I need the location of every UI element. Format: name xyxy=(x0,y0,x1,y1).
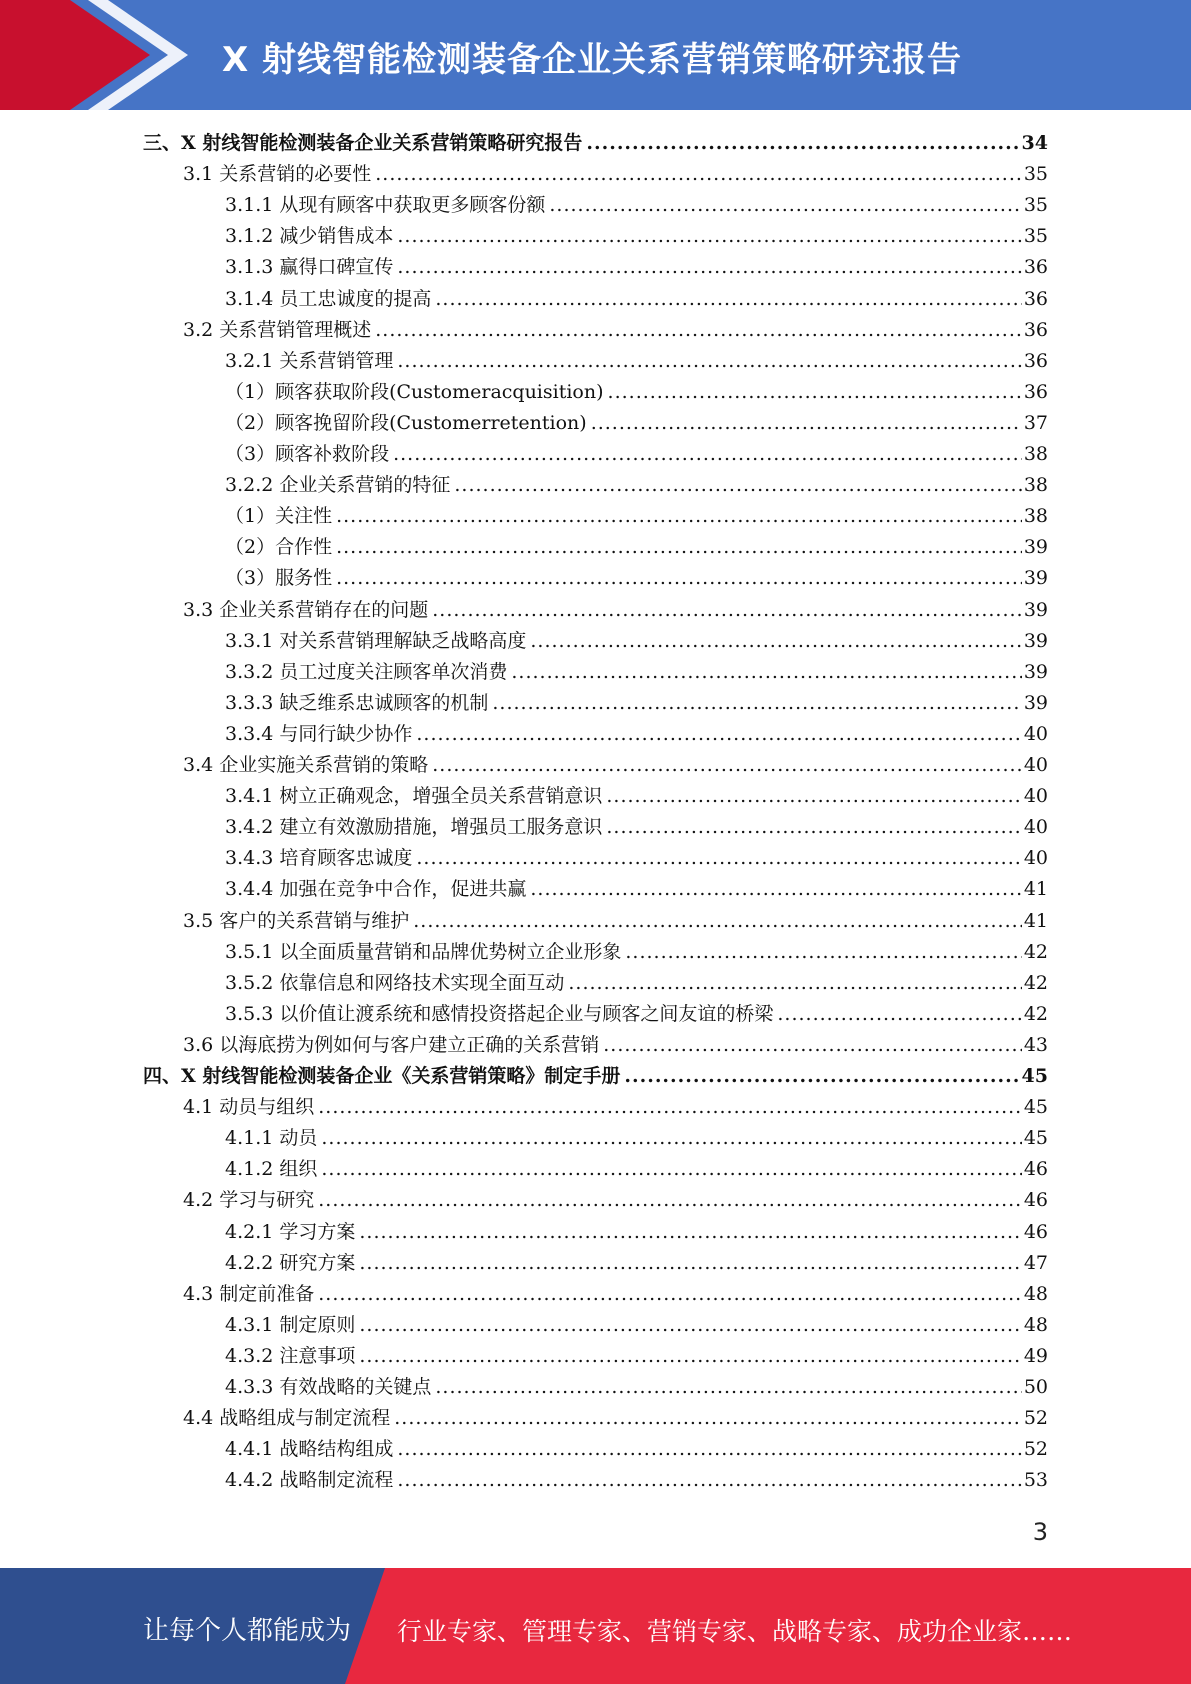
toc-entry-label: 4.2.1 学习方案 xyxy=(225,1220,356,1243)
toc-entry[interactable] xyxy=(225,657,1048,687)
toc-entry-label: 3.2 关系营销管理概述 xyxy=(183,318,372,341)
toc-entry-page: 38 xyxy=(1023,474,1048,497)
toc-entry[interactable] xyxy=(225,563,1048,593)
toc-entry[interactable] xyxy=(225,377,1048,407)
toc-entry-page: 40 xyxy=(1023,754,1048,776)
toc-entry-page: 48 xyxy=(1023,1313,1048,1336)
toc-entry-label: 4.1.2 组织 xyxy=(225,1158,318,1181)
toc-entry-label: 3.5.2 依靠信息和网络技术实现全面互动 xyxy=(225,971,565,994)
toc-entry[interactable] xyxy=(183,595,1048,625)
toc-entry-page: 40 xyxy=(1023,847,1048,870)
toc-entry[interactable] xyxy=(225,843,1048,873)
toc-entry-page: 35 xyxy=(1023,194,1048,217)
toc-entry-page: 46 xyxy=(1023,1158,1048,1181)
toc-dot-leader xyxy=(336,501,1022,531)
toc-entry[interactable] xyxy=(225,1123,1048,1153)
toc-entry-page: 34 xyxy=(1021,132,1048,154)
toc-entry-label: 4.2.2 研究方案 xyxy=(225,1251,356,1274)
toc-entry-label: 3.2.2 企业关系营销的特征 xyxy=(225,474,451,497)
toc-entry[interactable] xyxy=(143,1061,1048,1091)
toc-entry-label: 四、X 射线智能检测装备企业《关系营销策略》制定手册 xyxy=(143,1065,621,1087)
toc-entry-label: （1）顾客获取阶段(Customeracquisition) xyxy=(225,380,604,403)
toc-entry-label: 3.1.2 减少销售成本 xyxy=(225,225,394,248)
toc-dot-leader xyxy=(336,532,1022,562)
toc-entry-page: 38 xyxy=(1023,443,1048,465)
toc-entry[interactable] xyxy=(225,1310,1048,1340)
toc-entry-page: 46 xyxy=(1023,1189,1048,1212)
toc-entry[interactable] xyxy=(225,688,1048,718)
toc-dot-leader xyxy=(375,159,1022,189)
toc-dot-leader xyxy=(397,1434,1021,1464)
footer-slogan-left: 让每个人都能成为 xyxy=(143,1616,352,1646)
toc-entry-label: 3.1.4 员工忠诚度的提高 xyxy=(225,287,432,310)
toc-dot-leader xyxy=(397,346,1021,376)
toc-entry-page: 39 xyxy=(1023,691,1048,714)
toc-entry-page: 42 xyxy=(1023,1002,1048,1025)
toc-entry[interactable] xyxy=(225,812,1048,842)
toc-entry-page: 35 xyxy=(1023,225,1048,248)
toc-entry-label: （2）合作性 xyxy=(225,536,333,559)
toc-entry[interactable] xyxy=(225,1341,1048,1371)
toc-entry[interactable] xyxy=(225,221,1048,251)
toc-entry-page: 35 xyxy=(1023,163,1048,186)
toc-entry[interactable] xyxy=(225,1154,1048,1184)
page-number: 3 xyxy=(1032,1518,1048,1546)
toc-entry[interactable] xyxy=(183,159,1048,189)
toc-dot-leader xyxy=(416,843,1021,873)
toc-entry[interactable] xyxy=(225,1434,1048,1464)
toc-entry-label: 3.2.1 关系营销管理 xyxy=(225,349,394,372)
toc-entry-page: 41 xyxy=(1023,909,1048,932)
toc-entry-page: 37 xyxy=(1023,411,1048,434)
toc-entry-label: 4.3.3 有效战略的关键点 xyxy=(225,1376,432,1398)
toc-entry[interactable] xyxy=(183,1092,1048,1122)
toc-dot-leader xyxy=(432,595,1022,625)
toc-entry-page: 52 xyxy=(1023,1438,1048,1461)
toc-dot-leader xyxy=(492,688,1021,718)
toc-entry-label: （1）关注性 xyxy=(225,505,333,528)
toc-entry[interactable] xyxy=(225,999,1048,1029)
toc-entry-label: 4.4.2 战略制定流程 xyxy=(225,1469,394,1492)
toc-entry[interactable] xyxy=(183,750,1048,780)
toc-entry-page: 42 xyxy=(1023,940,1048,963)
toc-entry[interactable] xyxy=(225,346,1048,376)
toc-entry[interactable] xyxy=(225,1248,1048,1278)
toc-entry-label: 3.1.3 赢得口碑宣传 xyxy=(225,256,394,279)
toc-entry-label: 3.4.4 加强在竞争中合作，促进共赢 xyxy=(225,878,527,901)
toc-dot-leader xyxy=(359,1310,1021,1340)
toc-entry-label: 3.1.1 从现有顾客中获取更多顾客份额 xyxy=(225,194,546,217)
toc-dot-leader xyxy=(435,1372,1021,1402)
toc-entry-page: 42 xyxy=(1023,971,1048,994)
toc-entry-label: 3.6 以海底捞为例如何与客户建立正确的关系营销 xyxy=(183,1033,600,1056)
toc-entry-page: 36 xyxy=(1023,318,1048,341)
toc-entry-label: 3.4.1 树立正确观念，增强全员关系营销意识 xyxy=(225,785,603,808)
toc-entry-label: 3.3.2 员工过度关注顾客单次消费 xyxy=(225,660,508,683)
toc-entry-label: 3.4.2 建立有效激励措施，增强员工服务意识 xyxy=(225,816,603,839)
footer-slogan-right: 行业专家、管理专家、营销专家、战略专家、成功企业家…… xyxy=(397,1617,1073,1646)
toc-dot-leader xyxy=(435,284,1021,314)
toc-dot-leader xyxy=(608,377,1022,407)
toc-entry-label: 4.1.1 动员 xyxy=(225,1127,318,1150)
toc-entry-page: 39 xyxy=(1023,567,1048,590)
toc-entry[interactable] xyxy=(183,906,1048,936)
toc-entry-label: 3.3.3 缺乏维系忠诚顾客的机制 xyxy=(225,691,489,714)
toc-entry-label: 3.3.4 与同行缺少协作 xyxy=(225,722,413,745)
toc-entry-label: （2）顾客挽留阶段(Customerretention) xyxy=(225,411,587,434)
toc-entry-label: 3.5 客户的关系营销与维护 xyxy=(183,909,410,932)
toc-entry[interactable] xyxy=(225,408,1048,438)
toc-entry-page: 48 xyxy=(1023,1282,1048,1305)
toc-dot-leader xyxy=(336,563,1022,593)
toc-dot-leader xyxy=(511,657,1021,687)
toc-entry-label: 4.3.1 制定原则 xyxy=(225,1313,356,1336)
toc-entry[interactable] xyxy=(225,937,1048,967)
toc-entry[interactable] xyxy=(225,1372,1048,1402)
toc-entry[interactable] xyxy=(225,874,1048,904)
toc-dot-leader xyxy=(416,719,1021,749)
toc-entry-page: 36 xyxy=(1023,349,1048,372)
toc-entry-label: 3.4.3 培育顾客忠诚度 xyxy=(225,847,413,870)
toc-dot-leader xyxy=(625,937,1021,967)
toc-entry[interactable] xyxy=(225,439,1048,469)
toc-entry-page: 36 xyxy=(1023,287,1048,310)
toc-entry-label: 4.2 学习与研究 xyxy=(183,1189,315,1212)
toc-entry[interactable] xyxy=(225,501,1048,531)
toc-entry-label: 3.3.1 对关系营销理解缺乏战略高度 xyxy=(225,629,527,652)
toc-entry-label: 4.4 战略组成与制定流程 xyxy=(183,1407,391,1430)
toc-entry-page: 40 xyxy=(1023,816,1048,839)
toc-dot-leader xyxy=(586,128,1019,158)
toc-entry[interactable] xyxy=(225,284,1048,314)
toc-entry-label: 4.3 制定前准备 xyxy=(183,1282,315,1305)
toc-dot-leader xyxy=(624,1061,1019,1091)
toc-entry-page: 39 xyxy=(1023,598,1048,621)
toc-entry-page: 41 xyxy=(1023,878,1048,901)
toc-dot-leader xyxy=(397,221,1021,251)
toc-entry[interactable] xyxy=(225,626,1048,656)
header-banner xyxy=(0,0,1191,110)
toc-dot-leader xyxy=(359,1341,1021,1371)
toc-entry-label: （3）顾客补救阶段 xyxy=(225,443,390,465)
toc-entry[interactable] xyxy=(225,1217,1048,1247)
toc-entry-label: 4.4.1 战略结构组成 xyxy=(225,1438,394,1461)
toc-dot-leader xyxy=(777,999,1021,1029)
toc-dot-leader xyxy=(393,439,1022,469)
toc-dot-leader xyxy=(606,812,1021,842)
toc-dot-leader xyxy=(549,190,1021,220)
toc-entry-page: 47 xyxy=(1023,1251,1048,1274)
toc-entry-label: （3）服务性 xyxy=(225,567,333,590)
toc-dot-leader xyxy=(432,750,1022,780)
toc-dot-leader xyxy=(454,470,1021,500)
toc-entry[interactable] xyxy=(225,781,1048,811)
toc-dot-leader xyxy=(568,968,1021,998)
toc-entry[interactable] xyxy=(183,1030,1048,1060)
toc-dot-leader xyxy=(375,315,1022,345)
toc-entry[interactable] xyxy=(225,532,1048,562)
toc-dot-leader xyxy=(321,1154,1021,1184)
toc-dot-leader xyxy=(530,874,1021,904)
toc-dot-leader xyxy=(603,1030,1022,1060)
toc-entry-page: 40 xyxy=(1023,722,1048,745)
footer-banner xyxy=(0,1568,1191,1684)
toc-dot-leader xyxy=(318,1279,1022,1309)
toc-dot-leader xyxy=(606,781,1021,811)
toc-entry-page: 40 xyxy=(1023,785,1048,808)
toc-dot-leader xyxy=(318,1092,1022,1122)
toc-entry-page: 45 xyxy=(1023,1127,1048,1150)
toc-dot-leader xyxy=(413,906,1022,936)
toc-dot-leader xyxy=(397,252,1021,282)
toc-dot-leader xyxy=(394,1403,1022,1433)
toc-entry-label: 3.4 企业实施关系营销的策略 xyxy=(183,754,429,776)
toc-entry[interactable] xyxy=(143,128,1048,158)
toc-entry-label: 4.1 动员与组织 xyxy=(183,1096,315,1119)
toc-entry[interactable] xyxy=(225,470,1048,500)
toc-entry[interactable] xyxy=(225,252,1048,282)
toc-entry[interactable] xyxy=(183,1279,1048,1309)
toc-entry[interactable] xyxy=(225,719,1048,749)
toc-entry[interactable] xyxy=(225,1465,1048,1495)
toc-entry-page: 39 xyxy=(1023,536,1048,559)
toc-entry[interactable] xyxy=(225,190,1048,220)
toc-dot-leader xyxy=(359,1217,1021,1247)
toc-entry-label: 3.1 关系营销的必要性 xyxy=(183,163,372,186)
toc-entry-page: 52 xyxy=(1023,1407,1048,1430)
toc-entry-page: 36 xyxy=(1023,380,1048,403)
toc-dot-leader xyxy=(591,408,1022,438)
toc-entry-label: 3.3 企业关系营销存在的问题 xyxy=(183,598,429,621)
toc-entry-page: 39 xyxy=(1023,660,1048,683)
toc-entry-label: 三、X 射线智能检测装备企业关系营销策略研究报告 xyxy=(143,132,583,154)
toc-entry-page: 50 xyxy=(1023,1376,1048,1398)
toc-entry-page: 45 xyxy=(1023,1096,1048,1119)
toc-entry-page: 36 xyxy=(1023,256,1048,279)
toc-entry[interactable] xyxy=(225,968,1048,998)
toc-entry-label: 4.3.2 注意事项 xyxy=(225,1344,356,1367)
toc-entry[interactable] xyxy=(183,315,1048,345)
toc-dot-leader xyxy=(359,1248,1021,1278)
toc-entry-label: 3.5.1 以全面质量营销和品牌优势树立企业形象 xyxy=(225,940,622,963)
toc-dot-leader xyxy=(530,626,1021,656)
toc-entry-page: 43 xyxy=(1023,1033,1048,1056)
toc-entry-page: 49 xyxy=(1023,1344,1048,1367)
toc-entry-page: 46 xyxy=(1023,1220,1048,1243)
toc-dot-leader xyxy=(318,1185,1022,1215)
toc-entry-page: 39 xyxy=(1023,629,1048,652)
toc-dot-leader xyxy=(321,1123,1021,1153)
toc-entry-label: 3.5.3 以价值让渡系统和感情投资搭起企业与顾客之间友谊的桥梁 xyxy=(225,1002,774,1025)
toc-entry[interactable] xyxy=(183,1185,1048,1215)
toc-entry-page: 38 xyxy=(1023,505,1048,528)
toc-entry-page: 45 xyxy=(1021,1065,1048,1087)
report-title: X 射线智能检测装备企业关系营销策略研究报告 xyxy=(222,40,963,80)
toc-entry[interactable] xyxy=(183,1403,1048,1433)
toc-entry-page: 53 xyxy=(1023,1469,1048,1492)
toc-dot-leader xyxy=(397,1465,1021,1495)
